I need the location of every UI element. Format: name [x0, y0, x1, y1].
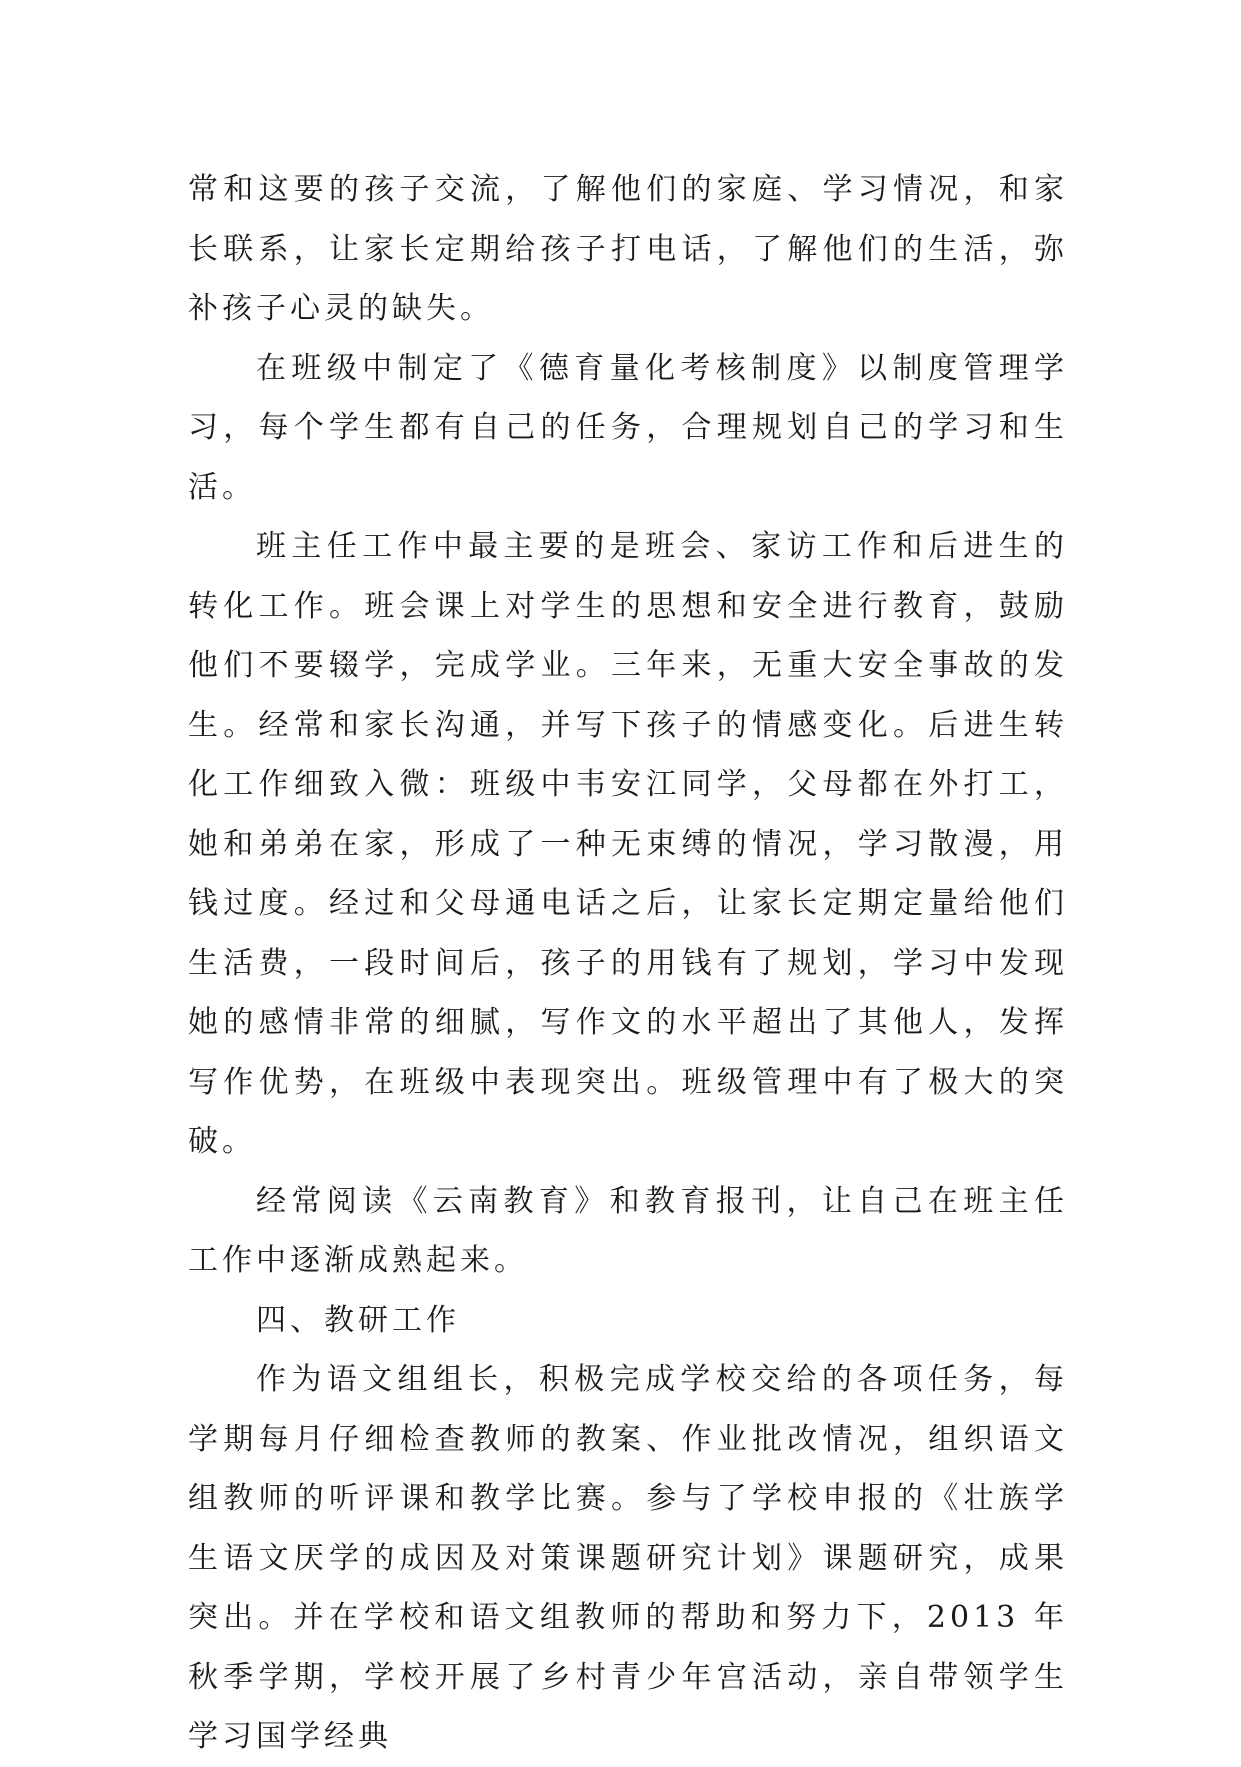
paragraph-1: 常和这要的孩子交流，了解他们的家庭、学习情况，和家长联系，让家长定期给孩子打电话，了解他们的生活，弥补孩子心灵的缺失。	[188, 172, 1068, 326]
paragraph-3: 班主任工作中最主要的是班会、家访工作和后进生的转化工作。班会课上对学生的思想和安全进行教育，鼓励他们不要辍学，完成学业。三年来，无重大安全事故的发生。经常和家长沟通，并写下孩子的情感变化。后进生转化工作细致入微：班级中韦安江同学，父母都在外打工，她和弟弟在家，形成了一种无束缚的情况，学习散漫，用钱过度。经过和父母通电话之后，让家长定期定量给他们生活费，一段时间后，孩子的用钱有了规划，学习中发现她的感情非常的细腻，写作文的水平超出了其他人，发挥写作优势，在班级中表现突出。班级管理中有了极大的突破。	[188, 529, 1068, 1159]
document-body	[188, 160, 1068, 1767]
section-heading-research: 四、教研工作	[256, 1302, 460, 1338]
paragraph-4: 经常阅读《云南教育》和教育报刊，让自己在班主任工作中逐渐成熟起来。	[188, 1183, 1068, 1278]
paragraph-2: 在班级中制定了《德育量化考核制度》以制度管理学习，每个学生都有自己的任务，合理规划自己的学习和生活。	[188, 350, 1068, 505]
paragraph-5: 作为语文组组长，积极完成学校交给的各项任务，每学期每月仔细检查教师的教案、作业批改情况，组织语文组教师的听评课和教学比赛。参与了学校申报的《壮族学生语文厌学的成因及对策课题研究计划》课题研究，成果突出。并在学校和语文组教师的帮助和努力下，2013 年秋季学期，学校开展了乡村青少年宫活动，亲自带领学生学习国学经典	[188, 1362, 1068, 1754]
